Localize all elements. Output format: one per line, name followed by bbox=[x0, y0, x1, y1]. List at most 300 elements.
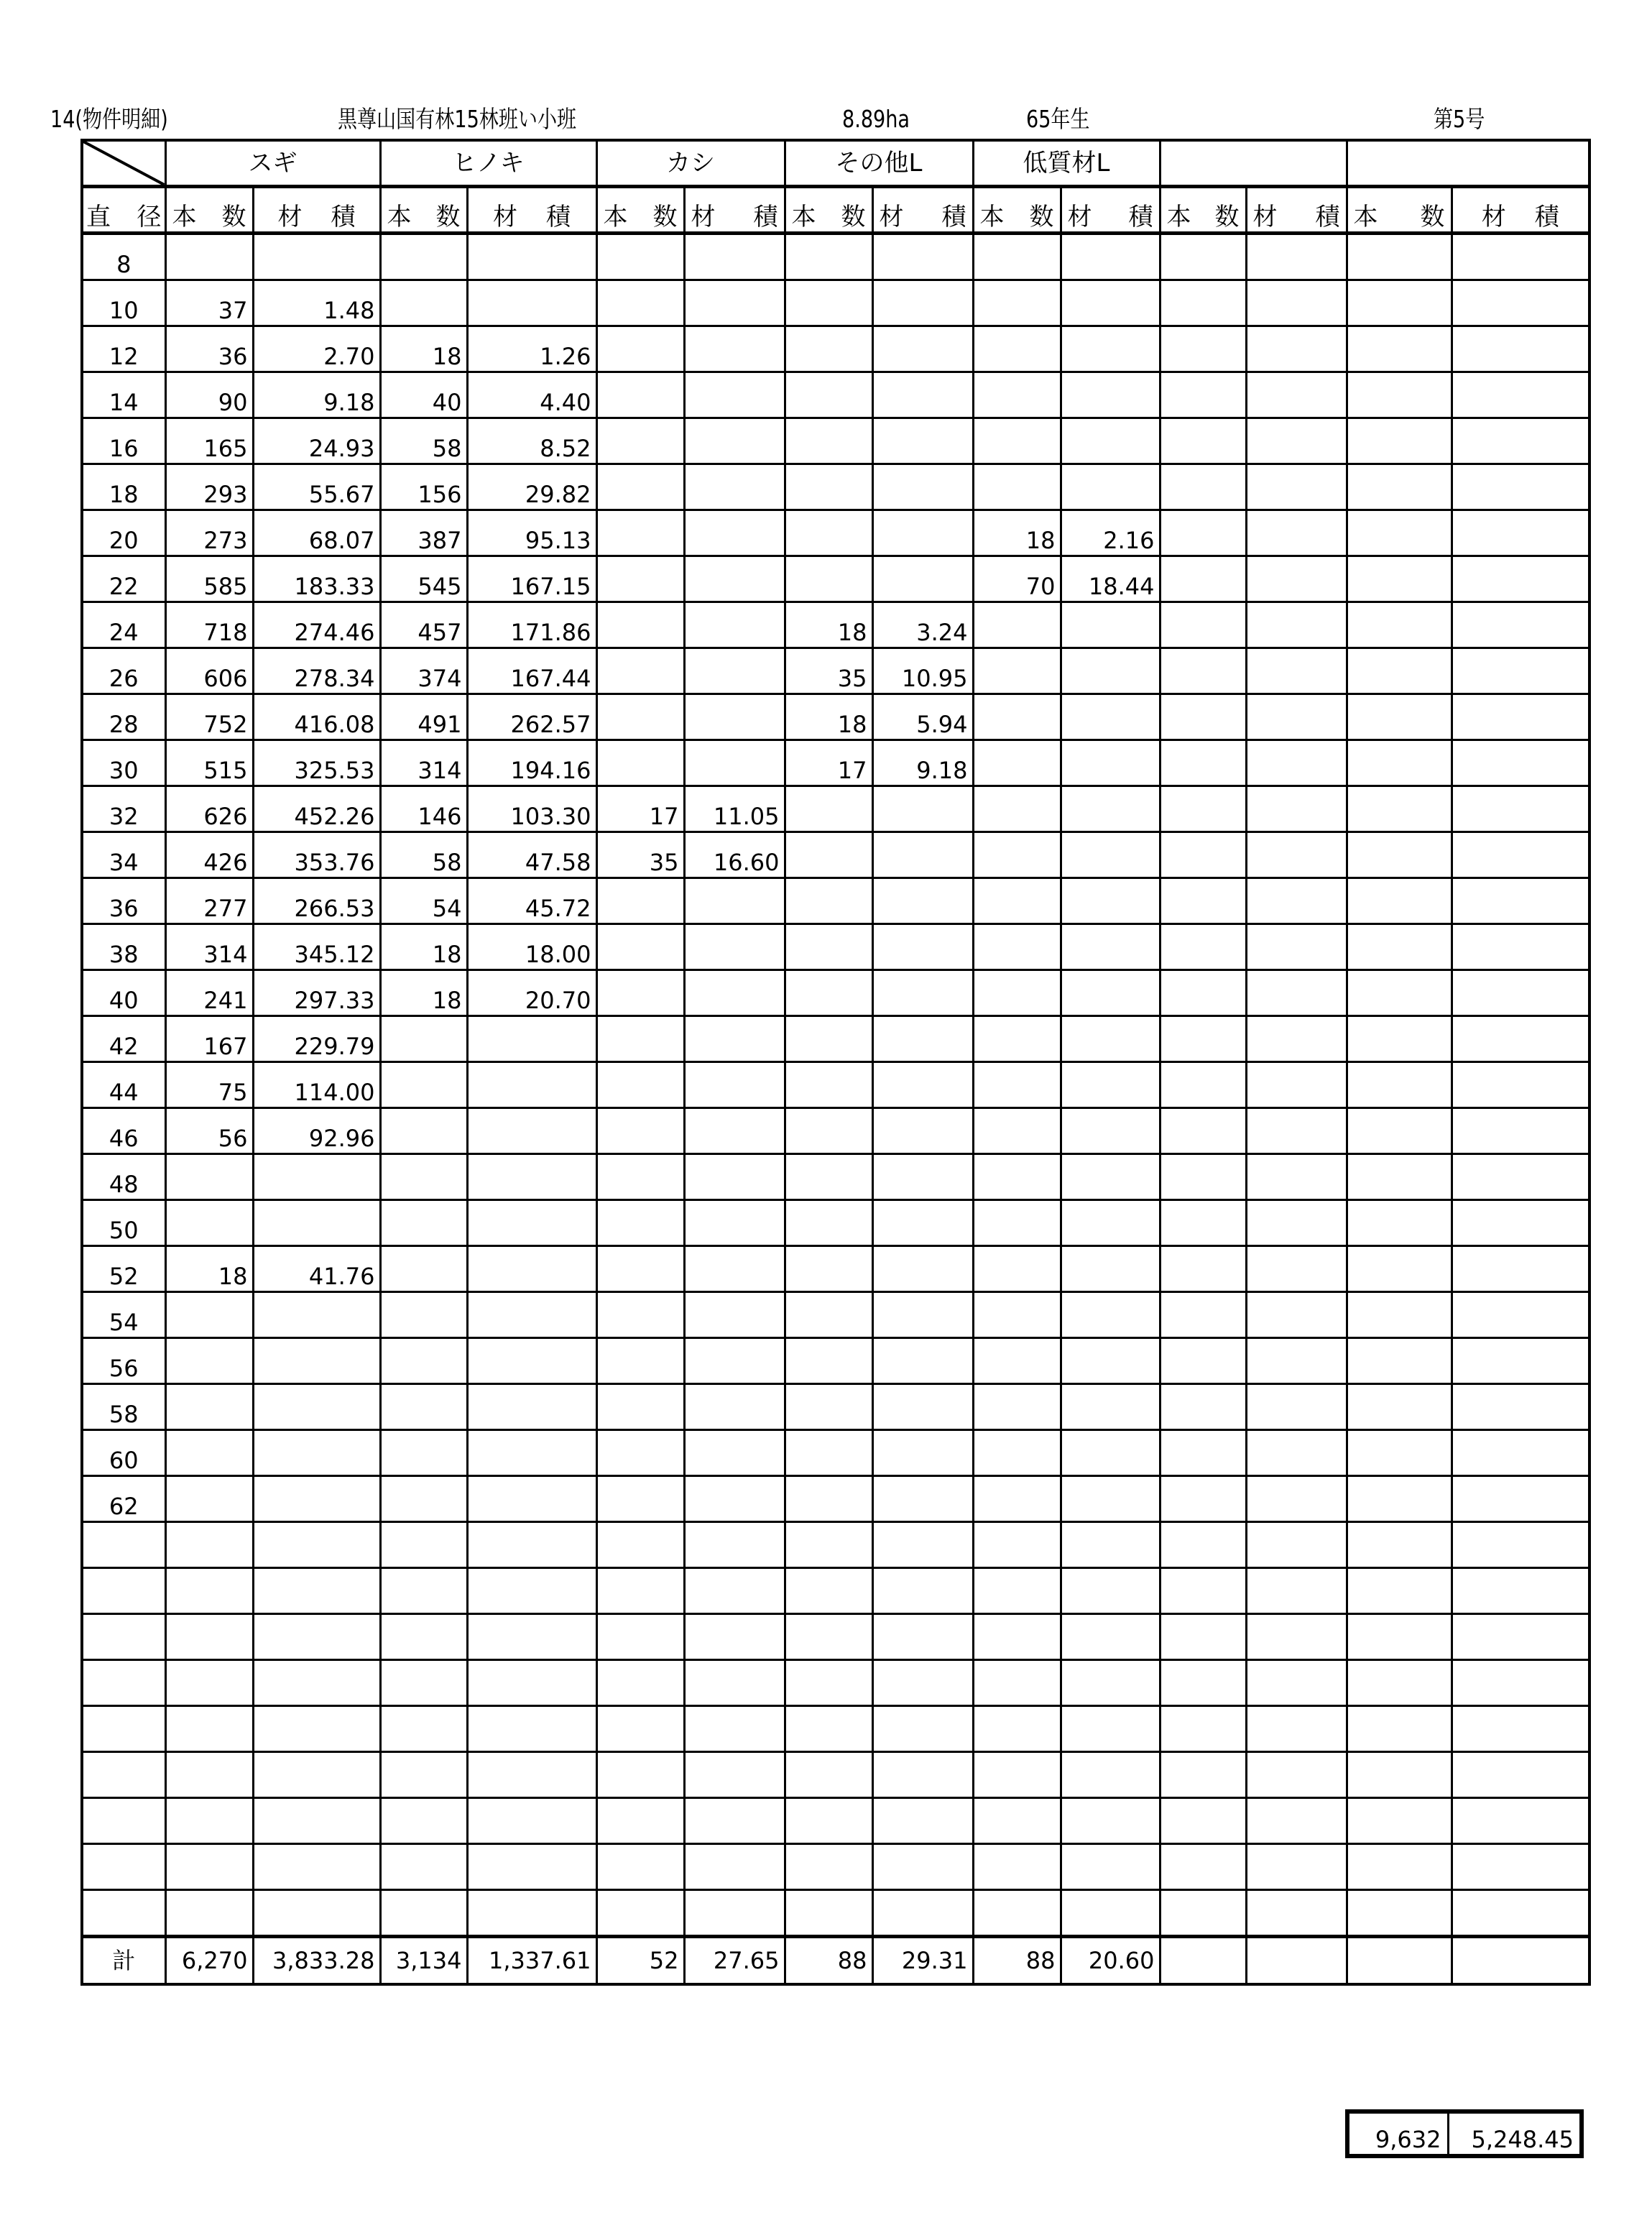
volume-cell bbox=[872, 1154, 973, 1200]
table-row bbox=[82, 1752, 1589, 1798]
table-row bbox=[82, 1200, 1589, 1246]
volume-cell bbox=[1452, 464, 1589, 510]
diameter-cell bbox=[82, 1706, 165, 1752]
table-row bbox=[82, 924, 1589, 970]
count-header bbox=[785, 187, 872, 234]
volume-cell: 266.53 bbox=[253, 878, 380, 924]
volume-cell bbox=[1452, 1614, 1589, 1660]
count-cell bbox=[165, 1154, 253, 1200]
subheader-char: 本 bbox=[791, 203, 816, 231]
diameter-cell bbox=[82, 1798, 165, 1844]
volume-cell bbox=[1246, 510, 1347, 556]
volume-cell bbox=[684, 464, 785, 510]
volume-cell bbox=[1246, 924, 1347, 970]
diameter-cell: 24 bbox=[82, 602, 165, 648]
volume-cell bbox=[684, 1890, 785, 1937]
volume-cell: 1.26 bbox=[467, 326, 596, 372]
table-row bbox=[82, 510, 1589, 556]
count-cell bbox=[1160, 1522, 1246, 1568]
count-cell bbox=[1347, 1614, 1452, 1660]
subheader-char: 材 bbox=[1481, 203, 1506, 231]
count-cell bbox=[165, 1292, 253, 1338]
volume-cell bbox=[1246, 970, 1347, 1016]
count-cell: 58 bbox=[380, 832, 467, 878]
count-cell bbox=[380, 1522, 467, 1568]
volume-cell bbox=[1061, 1568, 1160, 1614]
count-cell bbox=[785, 418, 872, 464]
volume-cell bbox=[684, 372, 785, 418]
count-cell bbox=[596, 1890, 684, 1937]
volume-cell bbox=[684, 1798, 785, 1844]
count-cell bbox=[973, 832, 1061, 878]
count-cell: 165 bbox=[165, 418, 253, 464]
count-cell bbox=[380, 1016, 467, 1062]
volume-cell bbox=[1246, 556, 1347, 602]
volume-cell bbox=[684, 326, 785, 372]
count-cell bbox=[973, 1844, 1061, 1890]
count-cell bbox=[596, 1108, 684, 1154]
count-cell bbox=[1347, 418, 1452, 464]
species-header: ヒノキ bbox=[380, 140, 596, 187]
volume-cell bbox=[1246, 326, 1347, 372]
volume-cell: 2.70 bbox=[253, 326, 380, 372]
count-cell bbox=[1160, 924, 1246, 970]
volume-cell bbox=[872, 464, 973, 510]
volume-cell bbox=[1452, 786, 1589, 832]
volume-cell bbox=[684, 1292, 785, 1338]
count-cell bbox=[973, 464, 1061, 510]
volume-cell bbox=[1061, 280, 1160, 326]
count-cell bbox=[785, 1062, 872, 1108]
count-cell: 491 bbox=[380, 694, 467, 740]
diameter-cell: 16 bbox=[82, 418, 165, 464]
volume-cell bbox=[1452, 1246, 1589, 1292]
count-cell bbox=[1160, 1568, 1246, 1614]
volume-cell bbox=[253, 1430, 380, 1476]
volume-cell bbox=[1246, 1246, 1347, 1292]
volume-cell bbox=[1246, 786, 1347, 832]
count-cell bbox=[785, 1246, 872, 1292]
volume-cell bbox=[253, 1798, 380, 1844]
count-cell bbox=[165, 1844, 253, 1890]
count-cell bbox=[973, 1614, 1061, 1660]
count-cell: 18 bbox=[785, 602, 872, 648]
count-cell bbox=[596, 418, 684, 464]
volume-cell bbox=[253, 1890, 380, 1937]
volume-cell bbox=[1246, 1476, 1347, 1522]
volume-cell bbox=[872, 832, 973, 878]
count-cell bbox=[1160, 1338, 1246, 1384]
count-cell bbox=[785, 1706, 872, 1752]
count-cell: 18 bbox=[165, 1246, 253, 1292]
count-cell bbox=[1347, 1430, 1452, 1476]
volume-cell bbox=[467, 1522, 596, 1568]
totals-row bbox=[82, 1937, 1589, 1985]
count-cell bbox=[596, 740, 684, 786]
volume-cell bbox=[684, 1200, 785, 1246]
volume-cell: 4.40 bbox=[467, 372, 596, 418]
area-value: 8.89ha bbox=[842, 105, 910, 133]
count-cell bbox=[380, 1430, 467, 1476]
table-row bbox=[82, 418, 1589, 464]
volume-cell bbox=[684, 970, 785, 1016]
count-cell bbox=[380, 1614, 467, 1660]
diameter-cell: 18 bbox=[82, 464, 165, 510]
volume-cell bbox=[253, 1844, 380, 1890]
volume-cell: 114.00 bbox=[253, 1062, 380, 1108]
count-cell: 515 bbox=[165, 740, 253, 786]
count-cell bbox=[1160, 1430, 1246, 1476]
table-row bbox=[82, 1522, 1589, 1568]
count-cell bbox=[1160, 832, 1246, 878]
volume-cell bbox=[872, 878, 973, 924]
count-cell bbox=[1347, 648, 1452, 694]
count-cell: 17 bbox=[596, 786, 684, 832]
count-cell bbox=[596, 648, 684, 694]
count-cell bbox=[785, 372, 872, 418]
volume-cell bbox=[1246, 1200, 1347, 1246]
volume-cell: 8.52 bbox=[467, 418, 596, 464]
species-header: 低質材L bbox=[973, 140, 1160, 187]
volume-cell bbox=[872, 372, 973, 418]
count-cell bbox=[785, 234, 872, 280]
volume-cell bbox=[872, 418, 973, 464]
count-cell bbox=[1347, 326, 1452, 372]
volume-cell: 1.48 bbox=[253, 280, 380, 326]
volume-table bbox=[80, 139, 1591, 1986]
volume-cell bbox=[1061, 648, 1160, 694]
count-cell: 718 bbox=[165, 602, 253, 648]
count-cell bbox=[596, 280, 684, 326]
count-cell bbox=[1160, 970, 1246, 1016]
volume-cell bbox=[872, 1292, 973, 1338]
volume-cell: 29.82 bbox=[467, 464, 596, 510]
volume-cell bbox=[684, 1476, 785, 1522]
count-cell bbox=[380, 1338, 467, 1384]
count-cell bbox=[785, 970, 872, 1016]
volume-cell bbox=[1061, 1016, 1160, 1062]
volume-cell bbox=[872, 1660, 973, 1706]
volume-cell: 274.46 bbox=[253, 602, 380, 648]
volume-cell bbox=[1452, 740, 1589, 786]
volume-cell bbox=[1061, 740, 1160, 786]
count-cell bbox=[785, 1200, 872, 1246]
subheader-char: 数 bbox=[1420, 203, 1445, 231]
count-cell: 752 bbox=[165, 694, 253, 740]
count-cell bbox=[1160, 648, 1246, 694]
count-cell bbox=[165, 1752, 253, 1798]
table-row bbox=[82, 1246, 1589, 1292]
table-row bbox=[82, 1890, 1589, 1937]
subheader-char: 本 bbox=[979, 203, 1005, 231]
count-cell bbox=[596, 1660, 684, 1706]
diameter-cell bbox=[82, 1752, 165, 1798]
volume-cell bbox=[872, 1844, 973, 1890]
diameter-cell: 22 bbox=[82, 556, 165, 602]
volume-cell bbox=[467, 1108, 596, 1154]
count-cell bbox=[1347, 1108, 1452, 1154]
volume-cell bbox=[1452, 1062, 1589, 1108]
count-cell bbox=[973, 372, 1061, 418]
total-count-cell: 88 bbox=[785, 1937, 872, 1985]
count-cell bbox=[380, 1384, 467, 1430]
count-cell bbox=[785, 878, 872, 924]
diameter-cell: 56 bbox=[82, 1338, 165, 1384]
volume-cell bbox=[872, 1890, 973, 1937]
count-cell bbox=[380, 1292, 467, 1338]
volume-cell bbox=[684, 924, 785, 970]
count-cell bbox=[1160, 1292, 1246, 1338]
subheader-char: 積 bbox=[753, 203, 778, 231]
count-cell bbox=[1347, 1062, 1452, 1108]
table-row bbox=[82, 1660, 1589, 1706]
count-cell bbox=[380, 1844, 467, 1890]
table-row bbox=[82, 1108, 1589, 1154]
volume-header bbox=[1452, 187, 1589, 234]
count-cell bbox=[165, 1890, 253, 1937]
count-cell bbox=[785, 1890, 872, 1937]
count-cell bbox=[973, 1706, 1061, 1752]
count-cell bbox=[1347, 832, 1452, 878]
count-cell: 36 bbox=[165, 326, 253, 372]
count-cell bbox=[380, 1062, 467, 1108]
total-volume-cell bbox=[1246, 1937, 1347, 1985]
volume-cell bbox=[1452, 1476, 1589, 1522]
volume-cell bbox=[253, 1292, 380, 1338]
count-cell: 18 bbox=[380, 326, 467, 372]
total-count-cell: 88 bbox=[973, 1937, 1061, 1985]
volume-cell bbox=[1246, 1108, 1347, 1154]
volume-cell bbox=[467, 1200, 596, 1246]
volume-cell: 5.94 bbox=[872, 694, 973, 740]
volume-cell: 47.58 bbox=[467, 832, 596, 878]
species-header bbox=[1160, 140, 1347, 187]
count-cell bbox=[1347, 694, 1452, 740]
volume-cell bbox=[1061, 1200, 1160, 1246]
count-cell bbox=[1160, 510, 1246, 556]
volume-cell bbox=[1061, 1706, 1160, 1752]
subheader-char: 材 bbox=[1067, 203, 1092, 231]
table-row bbox=[82, 1568, 1589, 1614]
volume-cell bbox=[872, 1476, 973, 1522]
volume-cell bbox=[1246, 832, 1347, 878]
volume-cell bbox=[1061, 234, 1160, 280]
count-cell bbox=[785, 326, 872, 372]
volume-cell bbox=[872, 970, 973, 1016]
volume-cell bbox=[684, 602, 785, 648]
table-row bbox=[82, 326, 1589, 372]
count-cell bbox=[596, 1706, 684, 1752]
table-row bbox=[82, 1062, 1589, 1108]
volume-cell bbox=[467, 1292, 596, 1338]
volume-cell: 183.33 bbox=[253, 556, 380, 602]
count-cell bbox=[785, 1384, 872, 1430]
table-row bbox=[82, 1016, 1589, 1062]
table-row bbox=[82, 234, 1589, 280]
subheader-char: 材 bbox=[1252, 203, 1278, 231]
volume-cell bbox=[872, 280, 973, 326]
volume-header bbox=[1061, 187, 1160, 234]
volume-cell bbox=[467, 1154, 596, 1200]
volume-cell bbox=[872, 1706, 973, 1752]
count-cell bbox=[1160, 694, 1246, 740]
count-cell bbox=[973, 694, 1061, 740]
count-cell bbox=[596, 1062, 684, 1108]
volume-cell: 9.18 bbox=[872, 740, 973, 786]
volume-cell: 20.70 bbox=[467, 970, 596, 1016]
table-row bbox=[82, 1430, 1589, 1476]
count-cell bbox=[973, 1798, 1061, 1844]
diameter-cell bbox=[82, 1890, 165, 1937]
volume-cell bbox=[872, 1614, 973, 1660]
volume-cell bbox=[1452, 1292, 1589, 1338]
count-cell bbox=[973, 1108, 1061, 1154]
count-cell bbox=[785, 1844, 872, 1890]
volume-cell bbox=[872, 1016, 973, 1062]
volume-cell bbox=[684, 648, 785, 694]
subheader-row bbox=[82, 187, 1589, 234]
count-cell bbox=[165, 1522, 253, 1568]
count-cell bbox=[785, 1476, 872, 1522]
volume-header bbox=[253, 187, 380, 234]
volume-cell bbox=[684, 1430, 785, 1476]
volume-cell bbox=[1452, 1016, 1589, 1062]
count-cell bbox=[165, 1614, 253, 1660]
count-cell bbox=[785, 464, 872, 510]
count-cell bbox=[596, 1154, 684, 1200]
volume-cell bbox=[1246, 1752, 1347, 1798]
volume-cell: 229.79 bbox=[253, 1016, 380, 1062]
count-cell bbox=[1160, 1384, 1246, 1430]
volume-cell bbox=[1452, 1752, 1589, 1798]
count-cell bbox=[973, 1660, 1061, 1706]
species-header bbox=[1347, 140, 1589, 187]
count-cell bbox=[1347, 1844, 1452, 1890]
count-cell bbox=[380, 1568, 467, 1614]
count-cell bbox=[1160, 234, 1246, 280]
diameter-cell: 62 bbox=[82, 1476, 165, 1522]
volume-cell: 103.30 bbox=[467, 786, 596, 832]
count-cell bbox=[1160, 1246, 1246, 1292]
volume-cell bbox=[1061, 1844, 1160, 1890]
count-cell bbox=[596, 1292, 684, 1338]
count-cell bbox=[596, 1430, 684, 1476]
count-cell: 167 bbox=[165, 1016, 253, 1062]
count-cell bbox=[785, 1108, 872, 1154]
table-row bbox=[82, 1292, 1589, 1338]
volume-cell bbox=[253, 1384, 380, 1430]
diameter-cell: 32 bbox=[82, 786, 165, 832]
count-cell bbox=[973, 878, 1061, 924]
diameter-cell: 48 bbox=[82, 1154, 165, 1200]
count-cell bbox=[1160, 1108, 1246, 1154]
count-cell bbox=[165, 1200, 253, 1246]
count-cell: 70 bbox=[973, 556, 1061, 602]
count-cell: 18 bbox=[973, 510, 1061, 556]
subheader-char: 数 bbox=[652, 203, 678, 231]
subheader-char: 本 bbox=[1353, 203, 1378, 231]
diameter-cell: 26 bbox=[82, 648, 165, 694]
volume-cell bbox=[684, 694, 785, 740]
count-cell bbox=[596, 1246, 684, 1292]
table-row bbox=[82, 1844, 1589, 1890]
subheader-char: 積 bbox=[1315, 203, 1340, 231]
volume-cell bbox=[872, 1108, 973, 1154]
subheader-char: 本 bbox=[1166, 203, 1191, 231]
volume-cell bbox=[467, 1890, 596, 1937]
subheader-char: 本 bbox=[172, 203, 197, 231]
volume-cell bbox=[1452, 1338, 1589, 1384]
count-cell bbox=[1347, 1200, 1452, 1246]
count-cell bbox=[785, 1016, 872, 1062]
volume-cell bbox=[467, 1798, 596, 1844]
subheader-char: 本 bbox=[603, 203, 628, 231]
table-row bbox=[82, 464, 1589, 510]
count-cell bbox=[785, 556, 872, 602]
count-cell: 35 bbox=[596, 832, 684, 878]
total-volume-cell: 3,833.28 bbox=[253, 1937, 380, 1985]
table-row bbox=[82, 1476, 1589, 1522]
volume-cell bbox=[1452, 326, 1589, 372]
count-cell: 18 bbox=[380, 970, 467, 1016]
subheader-char: 材 bbox=[277, 203, 303, 231]
volume-cell bbox=[1452, 280, 1589, 326]
diameter-cell bbox=[82, 1844, 165, 1890]
count-cell bbox=[165, 1384, 253, 1430]
volume-cell bbox=[684, 280, 785, 326]
count-cell bbox=[1347, 510, 1452, 556]
volume-cell bbox=[1246, 1568, 1347, 1614]
volume-cell bbox=[467, 1614, 596, 1660]
volume-cell bbox=[253, 1660, 380, 1706]
volume-cell bbox=[467, 1476, 596, 1522]
diameter-cell: 42 bbox=[82, 1016, 165, 1062]
volume-cell bbox=[1452, 234, 1589, 280]
count-cell: 277 bbox=[165, 878, 253, 924]
volume-cell bbox=[1452, 1154, 1589, 1200]
table-row bbox=[82, 694, 1589, 740]
volume-cell bbox=[1246, 464, 1347, 510]
document-label: 14(物件明細) bbox=[50, 105, 168, 133]
count-cell bbox=[785, 1614, 872, 1660]
volume-cell bbox=[872, 1522, 973, 1568]
volume-cell bbox=[684, 234, 785, 280]
count-cell: 58 bbox=[380, 418, 467, 464]
volume-cell bbox=[253, 1200, 380, 1246]
volume-cell: 353.76 bbox=[253, 832, 380, 878]
count-cell bbox=[1347, 556, 1452, 602]
table-row bbox=[82, 832, 1589, 878]
volume-cell: 416.08 bbox=[253, 694, 380, 740]
count-cell bbox=[1347, 1660, 1452, 1706]
volume-cell bbox=[1452, 832, 1589, 878]
subheader-char: 材 bbox=[879, 203, 904, 231]
count-cell bbox=[596, 1614, 684, 1660]
count-cell bbox=[1160, 280, 1246, 326]
volume-cell bbox=[1246, 1660, 1347, 1706]
count-cell bbox=[1347, 878, 1452, 924]
count-cell bbox=[785, 280, 872, 326]
volume-cell bbox=[253, 1752, 380, 1798]
diameter-cell: 58 bbox=[82, 1384, 165, 1430]
count-cell bbox=[973, 602, 1061, 648]
volume-cell bbox=[1246, 1844, 1347, 1890]
count-cell bbox=[1160, 1614, 1246, 1660]
count-cell: 273 bbox=[165, 510, 253, 556]
volume-cell bbox=[467, 1430, 596, 1476]
diameter-cell: 20 bbox=[82, 510, 165, 556]
table-row bbox=[82, 602, 1589, 648]
